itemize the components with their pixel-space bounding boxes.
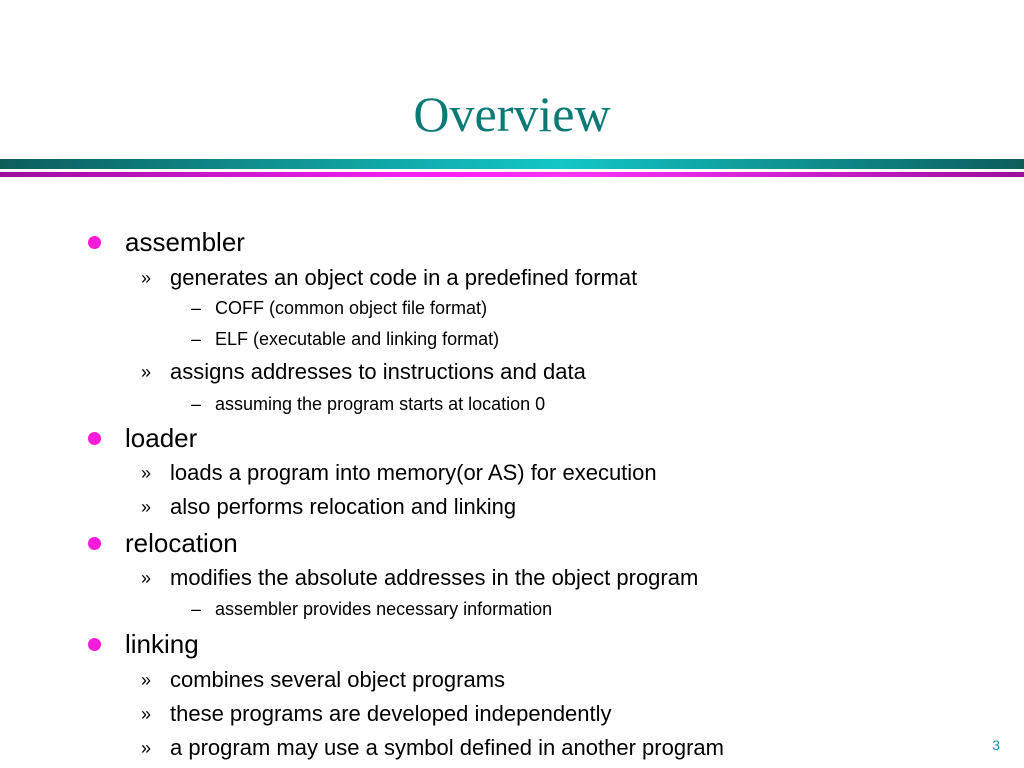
title-rule-magenta xyxy=(0,172,1024,177)
dash-bullet-icon: – xyxy=(191,599,202,619)
bullet-dot-icon xyxy=(88,236,101,249)
raquo-bullet-icon: » xyxy=(141,670,152,690)
list-item: generates an object code in a predefined format xyxy=(170,265,638,290)
slide-title: Overview xyxy=(413,86,611,142)
list-item-assembler: assembler xyxy=(125,227,245,257)
raquo-bullet-icon: » xyxy=(141,463,152,483)
list-item: ELF (executable and linking format) xyxy=(215,329,500,349)
page-number: 3 xyxy=(992,737,1000,753)
title-rule-teal xyxy=(0,159,1024,169)
dash-bullet-icon: – xyxy=(191,329,202,349)
list-item-loader: loader xyxy=(125,423,198,453)
list-item: combines several object programs xyxy=(170,667,506,692)
list-item: assigns addresses to instructions and data xyxy=(170,359,586,384)
bullet-dot-icon xyxy=(88,537,101,550)
raquo-bullet-icon: » xyxy=(141,568,152,588)
raquo-bullet-icon: » xyxy=(141,704,152,724)
bullet-dot-icon xyxy=(88,638,101,651)
raquo-bullet-icon: » xyxy=(141,738,152,758)
list-item: these programs are developed independently xyxy=(170,701,612,726)
raquo-bullet-icon: » xyxy=(141,268,152,288)
list-item: assembler provides necessary information xyxy=(215,599,553,619)
list-item-linking: linking xyxy=(125,629,199,659)
list-item-relocation: relocation xyxy=(125,528,238,558)
list-item: a program may use a symbol defined in another program xyxy=(170,735,724,760)
list-item: loads a program into memory(or AS) for execution xyxy=(170,460,657,485)
dash-bullet-icon: – xyxy=(191,394,202,414)
dash-bullet-icon: – xyxy=(191,298,202,318)
bullet-dot-icon xyxy=(88,432,101,445)
list-item: modifies the absolute addresses in the object program xyxy=(170,565,699,590)
list-item: also performs relocation and linking xyxy=(170,494,517,519)
raquo-bullet-icon: » xyxy=(141,497,152,517)
list-item: COFF (common object file format) xyxy=(215,298,488,318)
list-item: assuming the program starts at location 0 xyxy=(215,394,546,414)
raquo-bullet-icon: » xyxy=(141,362,152,382)
